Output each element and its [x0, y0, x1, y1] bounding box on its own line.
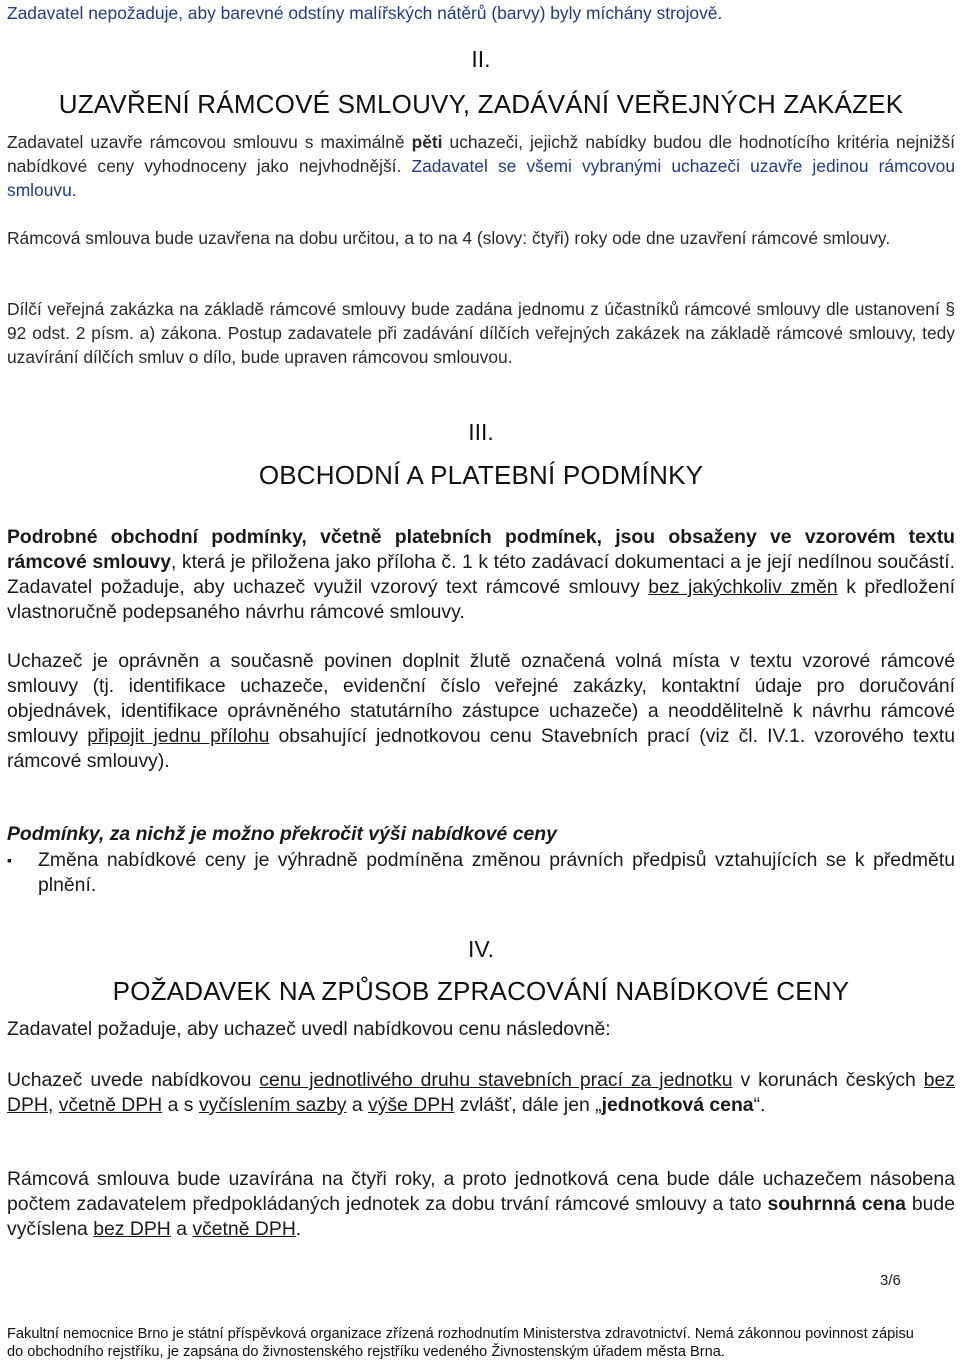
section-2-paragraph-1: Zadavatel uzavře rámcovou smlouvu s maximálně pěti uchazeči, jejichž nabídky budou dle hodnotícího kritéria nejnižší nabídkové ceny vyhodnoceny jako nejvhodnější. Zadavatel se všemi vybranými uchazeči uzavře jedinou rámcovou smlouvu.	[7, 132, 955, 200]
section-2-paragraph-2: Rámcová smlouva bude uzavřena na dobu určitou, a to na 4 (slovy: čtyři) roky ode dne uzavření rámcové smlouvy.	[7, 228, 891, 248]
section-4-title: POŽADAVEK NA ZPŮSOB ZPRACOVÁNÍ NABÍDKOVÉ CENY	[112, 976, 850, 1006]
page-number: 3/6	[880, 1272, 901, 1289]
top-note: Zadavatel nepožaduje, aby barevné odstíny malířských nátěrů (barvy) byly míchány strojově.	[7, 3, 723, 23]
section-2-paragraph-3: Dílčí veřejná zakázka na základě rámcové smlouvy bude zadána jednomu z účastníků rámcové smlouvy dle ustanovení § 92 odst. 2 písm. a) zákona. Postup zadavatele při zadávání dílčích veřejných zakázek na základě rámcové smlouvy, tedy uzavírání dílčích smluv o dílo, bude upraven rámcovou smlouvou.	[7, 299, 955, 367]
price-conditions-subheading: Podmínky, za nichž je možno překročit výši nabídkové ceny	[7, 823, 557, 845]
section-2-title: UZAVŘENÍ RÁMCOVÉ SMLOUVY, ZADÁVÁNÍ VEŘEJNÝCH ZAKÁZEK	[58, 89, 904, 119]
section-3-title: OBCHODNÍ A PLATEBNÍ PODMÍNKY	[258, 460, 704, 490]
section-3-paragraph-1: Podrobné obchodní podmínky, včetně platebních podmínek, jsou obsaženy ve vzorovém textu rámcové smlouvy, která je přiložena jako příloha č. 1 k této zadávací dokumentaci a je její nedílnou součástí. Zadavatel požaduje, aby uchazeč využil vzorový text rámcové smlouvy bez jakýchkoliv změn k předložení vlastnoručně podepsaného návrhu rámcové smlouvy.	[7, 526, 956, 623]
bullet-marker: ▪	[7, 852, 12, 868]
section-3-number: III.	[468, 419, 494, 445]
section-3-paragraph-2: Uchazeč je oprávněn a současně povinen doplnit žlutě označená volná místa v textu vzorové rámcové smlouvy (tj. identifikace uchazeče, evidenční číslo veřejné zakázky, kontaktní údaje pro doručování objednávek, identifikace oprávněného statutárního zástupce uchazeče) a neoddělitelně k návrhu rámcové smlouvy připojit jednu přílohu obsahující jednotkovou cenu Stavebních prací (viz čl. IV.1. vzorového textu rámcové smlouvy).	[7, 650, 955, 772]
footer-line-1: Fakultní nemocnice Brno je státní příspěvková organizace zřízená rozhodnutím Ministerstva zdravotnictví. Nemá zákonnou povinnost zápisu	[7, 1326, 914, 1342]
section-4-paragraph-3: Rámcová smlouva bude uzavírána na čtyři roky, a proto jednotková cena bude dále uchazečem násobena počtem zadavatelem předpokládaných jednotek za dobu trvání rámcové smlouvy a tato souhrnná cena bude vyčíslena bez DPH a včetně DPH.	[7, 1168, 955, 1240]
section-2-number: II.	[471, 46, 491, 72]
section-4-paragraph-1: Zadavatel požaduje, aby uchazeč uvedl nabídkovou cenu následovně:	[7, 1018, 611, 1040]
bullet-item: Změna nabídkové ceny je výhradně podmíněna změnou právních předpisů vztahujících se k předmětu plnění.	[38, 849, 955, 896]
section-4-paragraph-2: Uchazeč uvede nabídkovou cenu jednotlivého druhu stavebních prací za jednotku v korunách českých bez DPH, včetně DPH a s vyčíslením sazby a výše DPH zvlášť, dále jen „jednotková cena“.	[7, 1069, 955, 1116]
section-4-number: IV.	[467, 936, 494, 962]
footer-line-2: do obchodního rejstříku, je zapsána do živnostenského rejstříku vedeného Živnostenským úřadem města Brna.	[7, 1344, 725, 1360]
